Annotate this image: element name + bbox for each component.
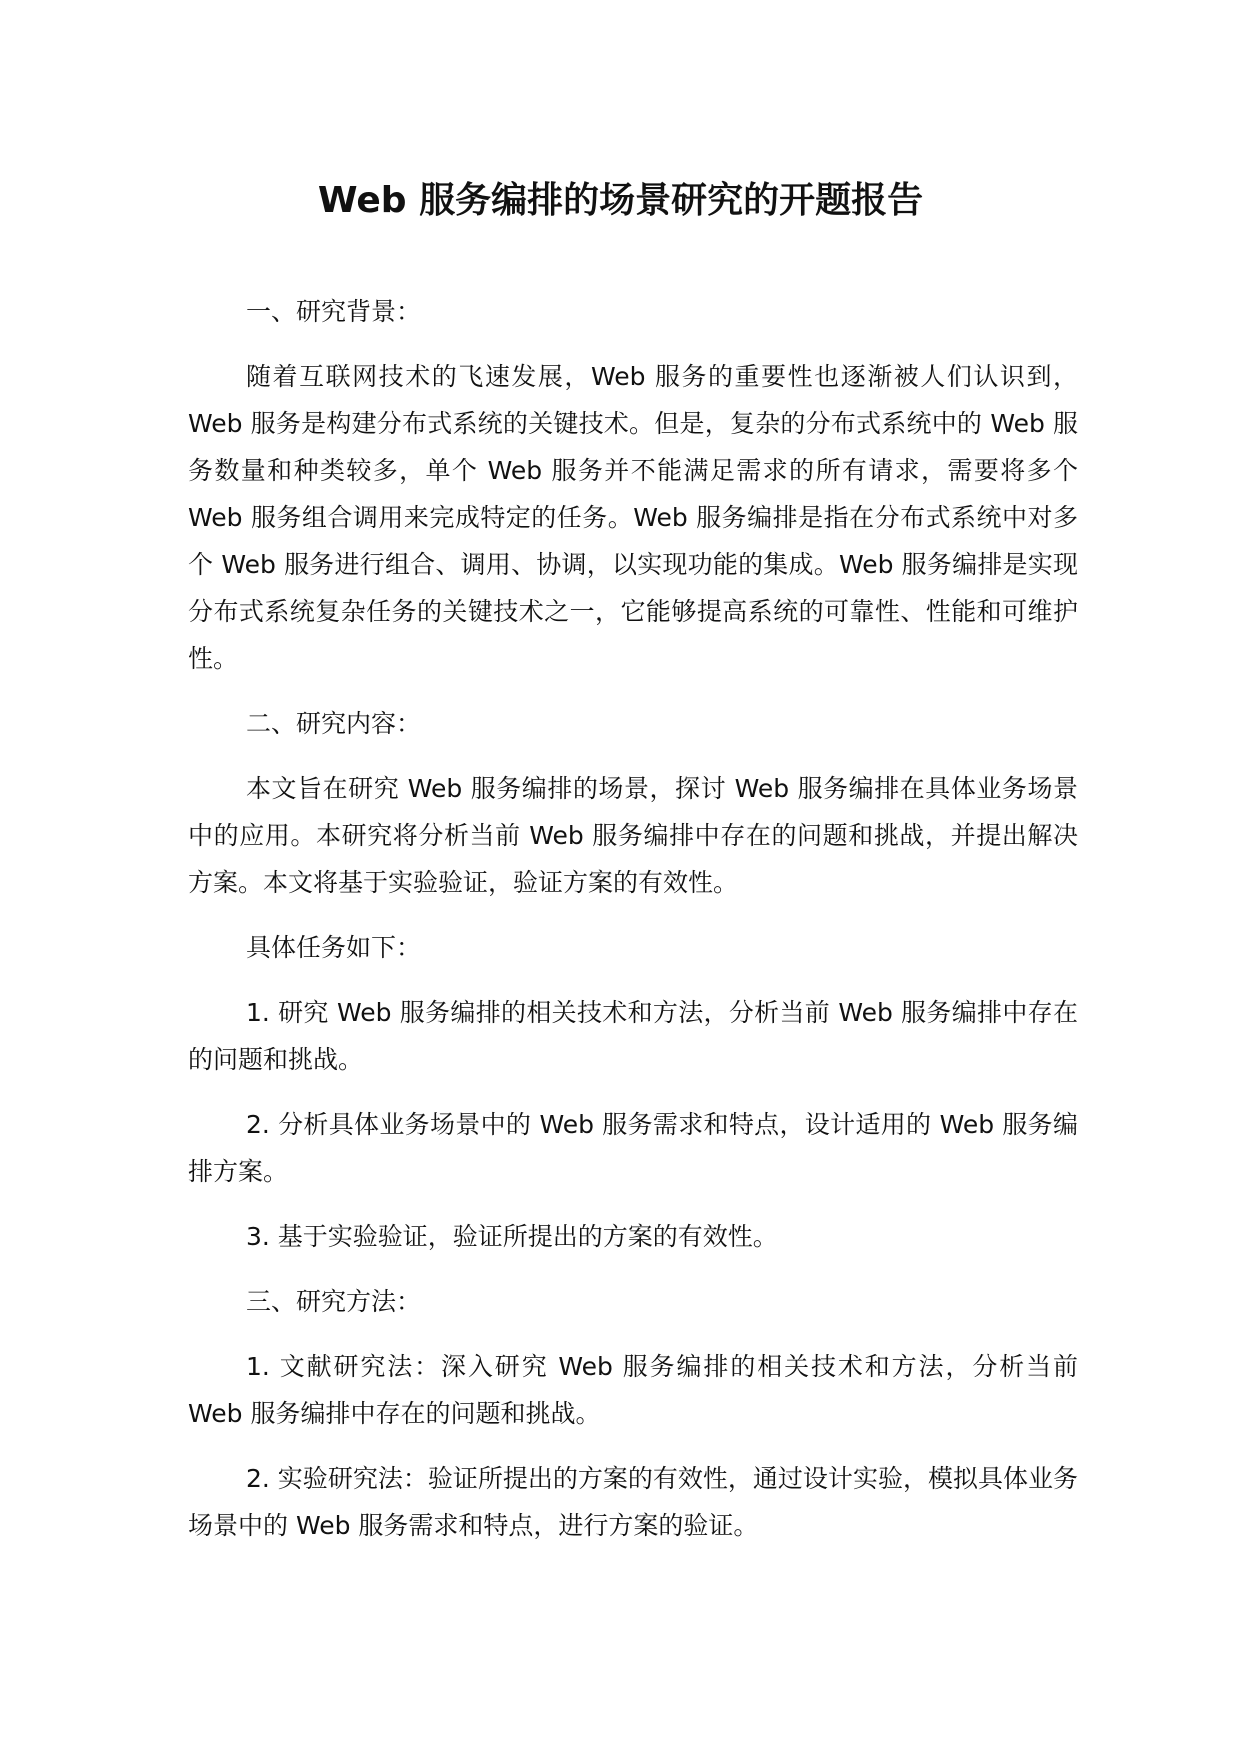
method-item-2: 2. 实验研究法：验证所提出的方案的有效性，通过设计实验，模拟具体业务场景中的 Web 服务需求和特点，进行方案的验证。 bbox=[188, 1464, 1078, 1540]
task-item-3: 3. 基于实验验证，验证所提出的方案的有效性。 bbox=[246, 1222, 778, 1251]
tasks-heading: 具体任务如下： bbox=[246, 933, 422, 962]
document-title: Web 服务编排的场景研究的开题报告 bbox=[317, 180, 924, 221]
section-heading-content: 二、研究内容： bbox=[246, 709, 422, 738]
document-body bbox=[188, 288, 1078, 1567]
paragraph-content: 本文旨在研究 Web 服务编排的场景，探讨 Web 服务编排在具体业务场景中的应用。本研究将分析当前 Web 服务编排中存在的问题和挑战，并提出解决方案。本文将基于实验验证，验证方案的有效性。 bbox=[188, 774, 1078, 897]
task-item-1: 1. 研究 Web 服务编排的相关技术和方法，分析当前 Web 服务编排中存在的问题和挑战。 bbox=[188, 998, 1078, 1074]
method-item-1: 1. 文献研究法：深入研究 Web 服务编排的相关技术和方法，分析当前 Web 服务编排中存在的问题和挑战。 bbox=[188, 1352, 1078, 1428]
paragraph-background: 随着互联网技术的飞速发展，Web 服务的重要性也逐渐被人们认识到，Web 服务是构建分布式系统的关键技术。但是，复杂的分布式系统中的 Web 服务数量和种类较多，单个 Web 服务并不能满足需求的所有请求，需要将多个 Web 服务组合调用来完成特定的任务。Web 服务编排是指在分布式系统中对多个 Web 服务进行组合、调用、协调，以实现功能的集成。Web 服务编排是实现分布式系统复杂任务的关键技术之一，它能够提高系统的可靠性、性能和可维护性。 bbox=[188, 362, 1078, 673]
section-heading-background: 一、研究背景： bbox=[246, 297, 422, 326]
task-item-2: 2. 分析具体业务场景中的 Web 服务需求和特点，设计适用的 Web 服务编排方案。 bbox=[188, 1110, 1078, 1186]
section-heading-methods: 三、研究方法： bbox=[246, 1287, 422, 1316]
